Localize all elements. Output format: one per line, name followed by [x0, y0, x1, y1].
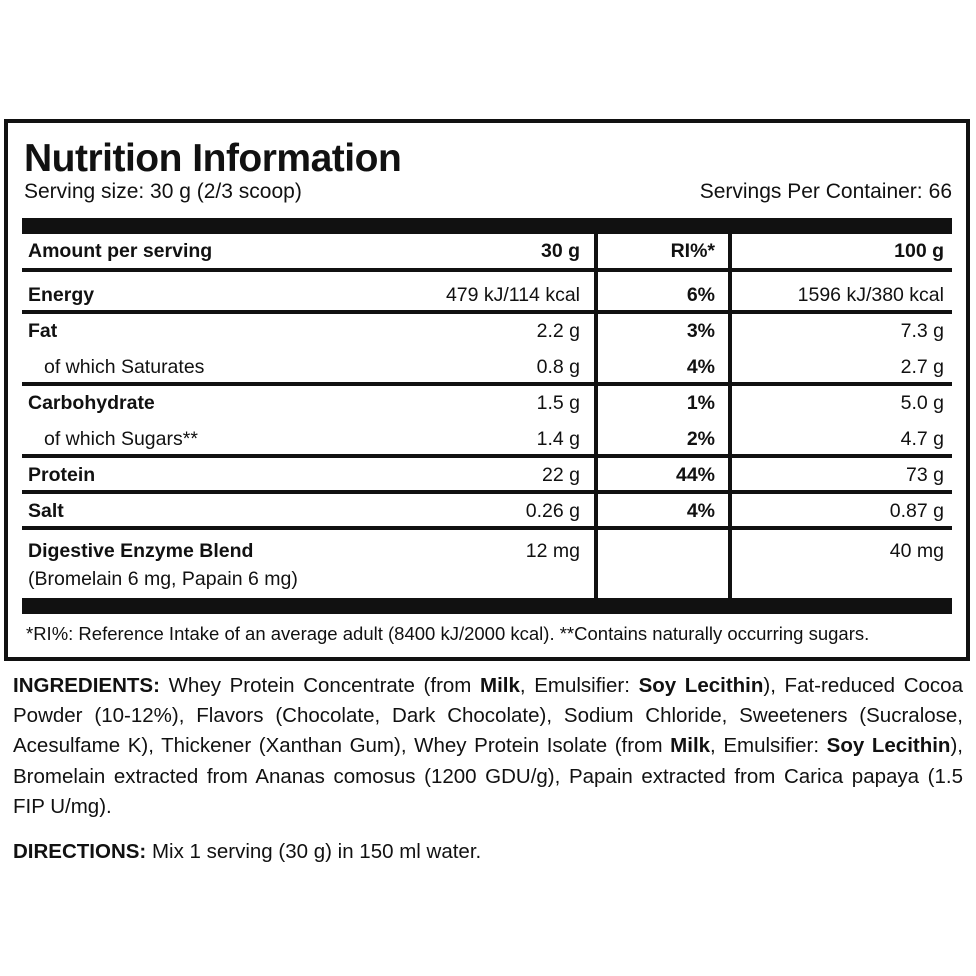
- servings-per-container-label: Servings Per Container:: [699, 180, 923, 203]
- per-serving-value: 1.5 g: [536, 392, 580, 414]
- ri-value: 44%: [675, 464, 715, 486]
- nutrient-name: of which Saturates: [44, 356, 205, 378]
- nutrient-name: Energy: [28, 284, 95, 306]
- bottom-divider: [22, 598, 952, 614]
- per-100g-value: 5.0 g: [900, 392, 944, 414]
- directions-text: [13, 837, 963, 867]
- ri-value: 4%: [686, 356, 715, 378]
- ingredients-label: INGREDIENTS:: [13, 674, 160, 697]
- ri-value: 3%: [686, 320, 715, 342]
- per-100g-value: 2.7 g: [900, 356, 944, 378]
- per-100g-value: 0.87 g: [889, 500, 944, 522]
- row-divider: [22, 526, 952, 530]
- per-serving-value: 2.2 g: [536, 320, 580, 342]
- per-100g-value: 40 mg: [889, 540, 944, 562]
- ri-value: 4%: [686, 500, 715, 522]
- per-serving-value: 1.4 g: [536, 428, 580, 450]
- header-per-serving: 30 g: [540, 240, 580, 262]
- column-divider-1: [594, 223, 598, 598]
- header-per-100g: 100 g: [894, 240, 944, 262]
- enzyme-blend-name: Digestive Enzyme Blend: [28, 540, 254, 562]
- header-amount: Amount per serving: [28, 240, 213, 262]
- per-serving-value: 479 kJ/114 kcal: [445, 284, 580, 306]
- row-divider: [22, 268, 952, 272]
- serving-size: Serving size: 30 g (2/3 scoop): [24, 180, 302, 203]
- nutrition-panel: [4, 119, 970, 661]
- servings-per-container-value: 66: [928, 180, 952, 203]
- allergen-soy-lecithin: Soy Lecithin: [638, 674, 764, 697]
- ingredients-part: Whey Protein Concentrate (from: [159, 674, 481, 697]
- ri-value: 6%: [686, 284, 715, 306]
- ingredients-text: [13, 671, 963, 822]
- allergen-soy-lecithin: Soy Lecithin: [826, 734, 951, 758]
- enzyme-blend-detail: (Bromelain 6 mg, Papain 6 mg): [28, 568, 298, 590]
- per-100g-value: 73 g: [906, 464, 944, 486]
- nutrient-name: [28, 539, 298, 591]
- ri-value: 2%: [686, 428, 715, 450]
- allergen-milk: Milk: [670, 734, 711, 758]
- servings-per-container: [700, 180, 952, 204]
- ingredients-part: ), Bromelain extracted from Ananas comosus (1200 GDU/g), Papain extracted from Carica papaya (1.5 FIP U/mg).: [13, 734, 963, 818]
- per-serving-value: 22 g: [542, 464, 580, 486]
- ingredients-part: ), Fat-reduced Cocoa Powder (10-12%), Flavors (Chocolate, Dark Chocolate), Sodium Chloride, Sweeteners (Sucralose, Acesulfame K), Thickener (Xanthan Gum), Whey Protein Isolate (from: [13, 674, 963, 758]
- nutrient-name: Carbohydrate: [28, 392, 155, 414]
- row-divider: [22, 490, 952, 494]
- directions-body: Mix 1 serving (30 g) in 150 ml water.: [146, 840, 482, 863]
- header-ri: RI%*: [670, 240, 715, 262]
- row-divider: [22, 382, 952, 386]
- directions-label: DIRECTIONS:: [13, 840, 147, 863]
- row-divider: [22, 454, 952, 458]
- nutrient-name: Fat: [28, 320, 58, 342]
- ingredients-part: , Emulsifier:: [519, 674, 639, 697]
- nutrient-name: Protein: [28, 464, 96, 486]
- per-100g-value: 1596 kJ/380 kcal: [797, 284, 944, 306]
- per-serving-value: 0.26 g: [525, 500, 580, 522]
- nutrient-name: Salt: [28, 500, 64, 522]
- top-divider: [22, 218, 952, 234]
- row-divider: [22, 310, 952, 314]
- per-100g-value: 4.7 g: [900, 428, 944, 450]
- per-100g-value: 7.3 g: [900, 320, 944, 342]
- allergen-milk: Milk: [480, 674, 520, 697]
- nutrient-name: of which Sugars**: [44, 428, 198, 450]
- per-serving-value: 12 mg: [525, 540, 580, 562]
- column-divider-2: [728, 223, 732, 598]
- ingredients-part: , Emulsifier:: [710, 734, 827, 758]
- table-footnote: *RI%: Reference Intake of an average adult (8400 kJ/2000 kcal). **Contains naturally occurring sugars.: [26, 623, 870, 644]
- nutrition-title: Nutrition Information: [24, 137, 402, 180]
- ri-value: 1%: [686, 392, 715, 414]
- per-serving-value: 0.8 g: [536, 356, 580, 378]
